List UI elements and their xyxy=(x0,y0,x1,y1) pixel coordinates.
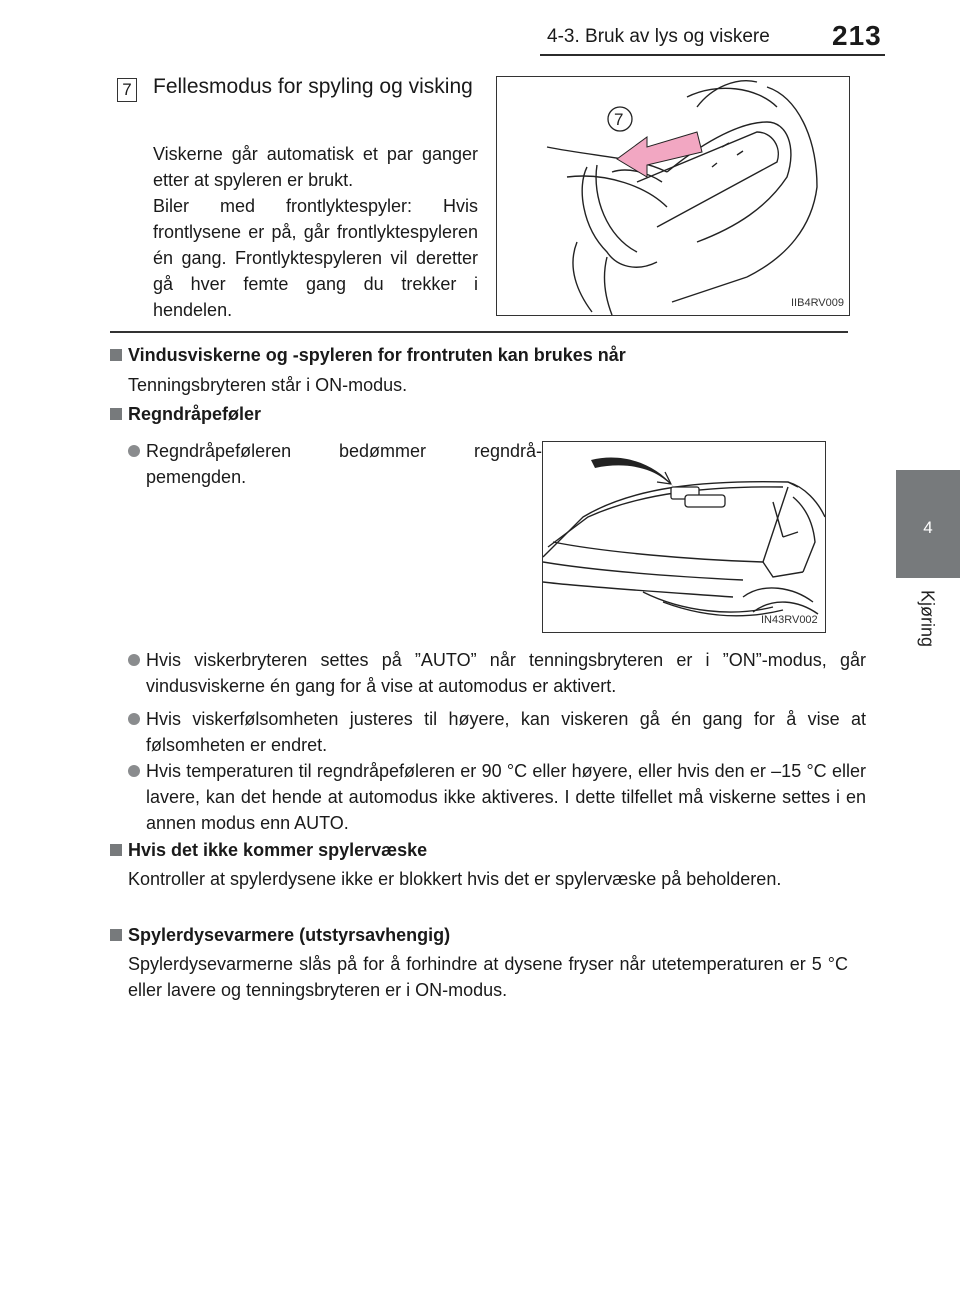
chapter-label xyxy=(915,580,939,660)
round-bullet-icon xyxy=(128,654,140,666)
bullet-text: Hvis viskerfølsomheten justeres til høyere, kan viskeren gå én gang for å vise at følsomheten er endret. xyxy=(146,709,866,755)
item-title: Fellesmodus for spyling og visking xyxy=(153,75,473,98)
bullet-auto-mode xyxy=(128,647,866,699)
figure-code-1: IIB4RV009 xyxy=(791,297,845,309)
bullet-sensitivity xyxy=(128,706,866,758)
bullet-text: Hvis viskerbryteren settes på ”AUTO” når tenningsbryteren er i ”ON”-modus, går vindusviskerne én gang for å vise at automodus er aktivert. xyxy=(146,650,866,696)
round-bullet-icon xyxy=(128,765,140,777)
header-rule xyxy=(540,54,885,56)
heading-no-fluid-text: Hvis det ikke kommer spylervæske xyxy=(128,840,428,860)
figure-rain-sensor xyxy=(542,441,826,633)
bullet-text: Hvis temperaturen til regndråpeføleren er 90 °C eller høyere, eller hvis den er –15 °C eller lavere, kan det hende at automodus ikke aktiveres. I dette tilfellet må viskerne settes i en annen modus enn AUTO. xyxy=(146,761,866,833)
square-bullet-icon xyxy=(110,408,122,420)
heading-rain-sensor xyxy=(110,404,261,425)
text-nozzle-heaters: Spylerdysevarmerne slås på for å forhindre at dysene fryser når utetemperaturen er 5 °C eller lavere og tenningsbryteren er i ON-modus. xyxy=(128,954,848,1000)
bullet-rain-amount xyxy=(128,438,542,490)
chapter-number: 4 xyxy=(923,518,933,537)
item-paragraph-1: Viskerne går automatisk et par ganger etter at spyleren er brukt. xyxy=(153,144,478,190)
text-no-fluid: Kontroller at spylerdysene ikke er blokkert hvis det er spylervæske på beholderen. xyxy=(128,869,782,889)
heading-nozzle-heaters-text: Spylerdysevarmere (utstyrsavhengig) xyxy=(128,925,451,945)
item-number-box: 7 xyxy=(117,78,137,102)
page-number: 213 xyxy=(832,20,882,51)
heading-rain-sensor-text: Regndråpeføler xyxy=(128,404,262,424)
round-bullet-icon xyxy=(128,445,140,457)
square-bullet-icon xyxy=(110,349,122,361)
figure-wiper-lever xyxy=(496,76,850,316)
item-paragraph-2: Biler med frontlyktespyler: Hvis frontlysene er på, går frontlyktespyleren én gang. Frontlyktespyleren vil deretter gå hver femte gang du trekker i hendelen. xyxy=(153,196,478,320)
section-header: 4-3. Bruk av lys og viskere xyxy=(547,26,770,47)
heading-usage xyxy=(110,345,626,366)
chapter-label-text: Kjøring xyxy=(917,589,938,647)
section-rule xyxy=(110,331,848,333)
bullet-text: Regndråpeføleren bedømmer regndråpemengden. xyxy=(146,441,542,487)
figure-code-2: IN43RV002 xyxy=(761,614,818,626)
bullet-temperature xyxy=(128,758,866,836)
text-usage: Tenningsbryteren står i ON-modus. xyxy=(128,375,408,395)
heading-usage-text: Vindusviskerne og -spyleren for frontruten kan brukes når xyxy=(128,345,626,365)
square-bullet-icon xyxy=(110,844,122,856)
round-bullet-icon xyxy=(128,713,140,725)
heading-nozzle-heaters xyxy=(110,925,450,946)
square-bullet-icon xyxy=(110,929,122,941)
figure-callout-number: 7 xyxy=(614,110,624,129)
heading-no-fluid xyxy=(110,840,427,861)
